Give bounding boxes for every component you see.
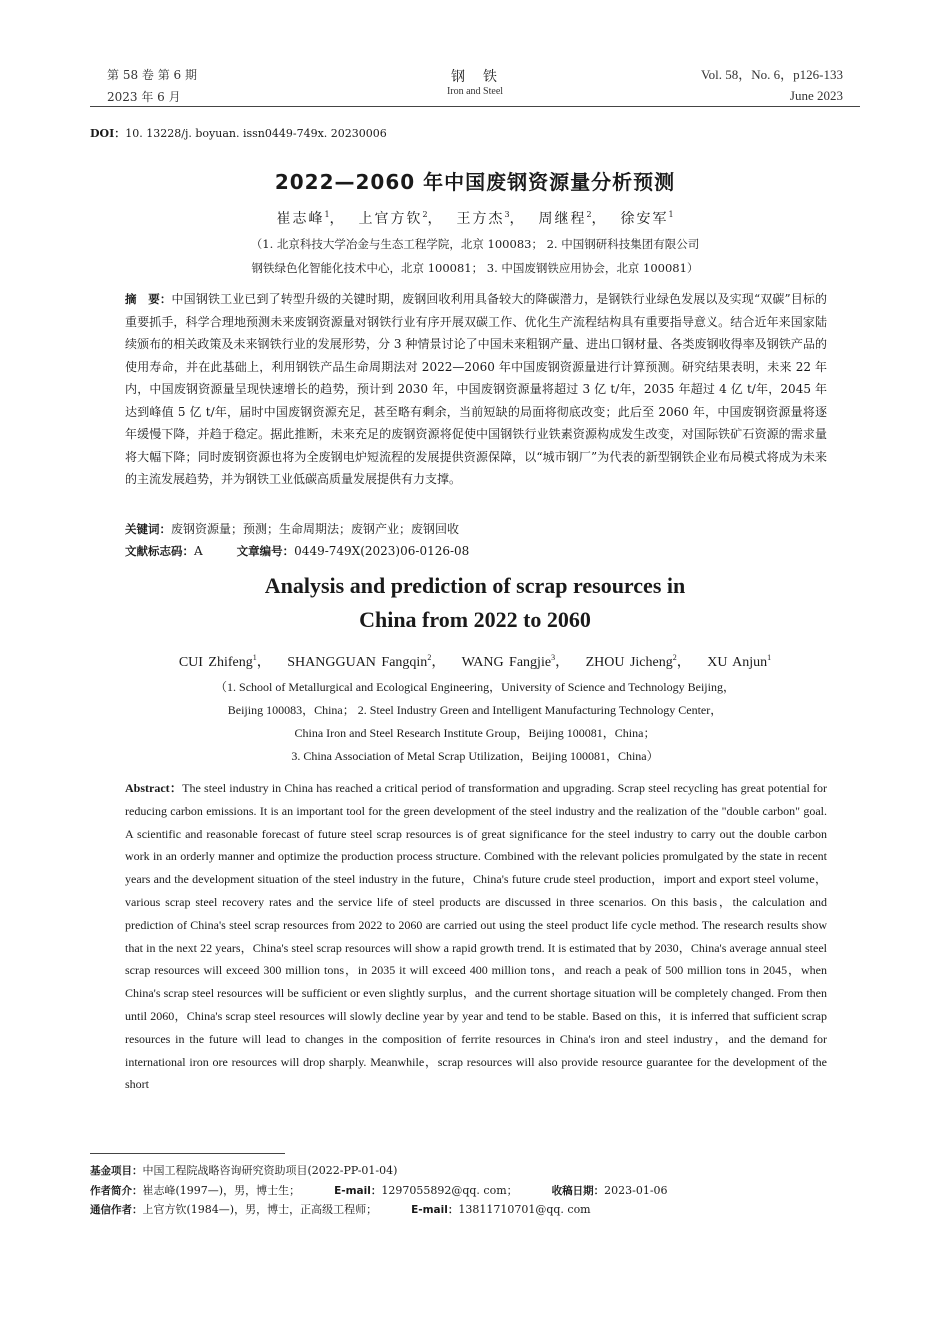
author-en: SHANGGUAN Fangqin (287, 655, 428, 670)
author-cn: 上官方钦 (358, 211, 423, 227)
author-cn: 王方杰 (456, 211, 505, 227)
fund-text: 中国工程院战略咨询研究资助项目(2022-PP-01-04) (142, 1164, 398, 1177)
doc-code-label: 文献标志码： (125, 544, 194, 558)
author-cn: 徐安军 (620, 211, 669, 227)
abstract-cn (125, 288, 827, 491)
article-no-value: 0449-749X(2023)06-0126-08 (294, 544, 470, 558)
title-cn: 2022—2060 年中国废钢资源量分析预测 (274, 170, 676, 194)
footnote-corr (90, 1201, 591, 1217)
journal-name-en: Iron and Steel (446, 86, 504, 97)
author-en: ZHOU Jicheng (585, 655, 673, 670)
received-label: 收稿日期： (551, 1185, 605, 1197)
header-rule (90, 106, 860, 107)
affiliation-cn-1: （1. 北京科技大学冶金与生态工程学院，北京 100083； 2. 中国钢研科技集团有限公司 (250, 237, 700, 251)
footnote-fund (90, 1162, 397, 1178)
journal-issue: 第 58 卷 第 6 期 (107, 68, 197, 82)
affiliation-en-2: Beijing 100083，China； 2. Steel Industry Green and Intelligent Manufacturing Technology Center， (227, 703, 723, 717)
footnote-author (90, 1182, 668, 1198)
keywords-cn (125, 520, 459, 537)
affiliation-en-1: （1. School of Metallurgical and Ecological Engineering，University of Science and Technology Beijing， (215, 680, 735, 694)
authors-en: CUI Zhifeng$^1$， SHANGGUAN Fangqin$^2$， WANG Fangjie$^3$， ZHOU Jicheng$^2$， XU Anjun$^1$ (178, 653, 772, 670)
title-en-line1: Analysis and prediction of scrap resources in (264, 573, 686, 598)
author-en: WANG Fangjie (461, 655, 552, 670)
abstract-cn-label: 摘 要： (125, 292, 172, 306)
abstract-en-text: The steel industry in China has reached a critical period of transformation and upgrading. Scrap steel recycling has great potential for reducing carbon emissions. It is an important tool for the green development of the steel industry and the realization of the "double carbon" goal. A scientific and reasonable forecast of future steel scrap resources is of great significance for the steel industry to carry out the double carbon work in an orderly manner and optimize the production process structure. Combined with the relevant policies promulgated by the state in recent years and the development situation of the steel industry in the future，China's future crude steel production，import and export steel volume，various scrap steel recovery rates and the service life of steel products are discussed in three scenarios. On this basis，the calculation and prediction of China's steel scrap resources from 2022 to 2060 are carried out using the steel product life cycle method. The research results show that in the next 22 years，China's steel scrap resources will show a rapid growth trend. It is estimated that by 2030，China's average annual steel scrap resources will exceed 300 million tons，in 2035 it will exceed 400 million tons，and reach a peak of 500 million tons in 2045，when China's scrap steel resources will be sufficient or even slightly surplus，and the current shortage situation will be completely changed. From then until 2060，China's scrap steel resources will slowly decline year by year and tend to be stable. Based on this，it is inferred that sufficient scrap resources in the future will lead to changes in the composition of ferrite resources in China's iron and steel industry，and the demand for international iron ore resources will drop sharply. Meanwhile，scrap resources will also provide resource guarantee for the development of the short (125, 781, 828, 1092)
article-no-label: 文章编号： (236, 544, 295, 558)
abstract-en (125, 777, 827, 1096)
doi-value[interactable]: 10. 13228/j. boyuan. issn0449-749x. 20230006 (125, 127, 387, 140)
affiliation-cn-2: 钢铁绿色化智能化技术中心，北京 100081； 3. 中国废钢铁应用协会，北京 100081） (251, 261, 699, 275)
author-sup: 3 (504, 210, 510, 219)
affiliation-en-3: China Iron and Steel Research Institute Group，Beijing 100081，China； (294, 726, 656, 740)
author-en: XU Anjun (707, 655, 768, 670)
fund-label: 基金项目： (90, 1165, 143, 1177)
title-en-line2: China from 2022 to 2060 (359, 607, 591, 632)
author-sup: 1 (324, 210, 330, 219)
abstract-cn-text: 中国钢铁工业已到了转型升级的关键时期，废钢回收利用具备较大的降碳潜力，是钢铁行业绿色发展以及实现“双碳”目标的重要抓手，科学合理地预测未来废钢资源量对钢铁行业有序开展双碳工作、优化生产流程结构具有重要指导意义。结合近年来国家陆续颁布的相关政策及未来钢铁行业的发展形势，分 3 种情景讨论了中国未来粗钢产量、进出口钢材量、各类废钢收得率及钢铁产品的使用寿命，并在此基础上，利用钢铁产品生命周期法对 2022—2060 年中国废钢资源量进行计算预测。研究结果表明，未来 22 年内，中国废钢资源量呈现快速增长的趋势，预计到 2030 年，中国废钢资源量将超过 3 亿 t/年，2035 年超过 4 亿 t/年，2045 年达到峰值 5 亿 t/年，届时中国废钢资源充足，甚至略有剩余，当前短缺的局面将彻底改变；此后至 2060 年，中国废钢资源量将逐年缓慢下降，并趋于稳定。据此推断，未来充足的废钢资源将促使中国钢铁行业铁素资源构成发生改变，对国际铁矿石资源的需求量将大幅下降；同时废钢资源也将为全废钢电炉短流程的发展提供资源保障，以“城市钢厂”为代表的新型钢铁企业布局模式将成为未来的主流发展趋势，并为钢铁工业低碳高质量发展提供有力支撑。 (125, 292, 828, 486)
author-sup: 2 (422, 210, 428, 219)
author-sup: 1 (767, 653, 772, 662)
author-sup: 2 (427, 653, 432, 662)
author-cn: 崔志峰 (276, 211, 325, 227)
footnote-rule (90, 1153, 285, 1154)
author-cn: 周继程 (538, 211, 587, 227)
author-sup: 1 (668, 210, 674, 219)
author-en: CUI Zhifeng (178, 655, 253, 670)
received-date: 2023-01-06 (604, 1184, 668, 1197)
affiliation-en-4: 3. China Association of Metal Scrap Utilization，Beijing 100081，China） (291, 749, 659, 763)
issue-month: June 2023 (789, 88, 843, 103)
journal-date: 2023 年 6 月 (107, 90, 181, 104)
author-bio: 崔志峰(1997—)，男，博士生； (142, 1184, 301, 1197)
doi-line (90, 125, 387, 141)
doc-code-line (125, 543, 469, 559)
author-sup: 1 (252, 653, 257, 662)
volume-pages: Vol. 58，No. 6，p126-133 (700, 67, 843, 82)
doc-code-value: A (194, 544, 203, 558)
corr-email[interactable]: 13811710701@qq. com (458, 1203, 591, 1216)
authors-cn: 崔志峰$^1$， 上官方钦$^2$， 王方杰$^3$， 周继程$^2$， 徐安军$^1$ (276, 210, 674, 227)
author-sup: 2 (586, 210, 592, 219)
corr-bio: 上官方钦(1984—)，男，博士，正高级工程师； (142, 1203, 378, 1216)
doi-label: DOI： (90, 127, 126, 140)
author-sup: 2 (672, 653, 677, 662)
author-email[interactable]: 1297055892@qq. com； (381, 1184, 518, 1197)
author-sup: 3 (551, 653, 556, 662)
email-label: E-mail： (334, 1185, 382, 1197)
journal-name-cn: 钢 铁 (451, 69, 499, 85)
corr-label: 通信作者： (90, 1204, 143, 1216)
keywords-label: 关键词： (125, 522, 171, 536)
keywords-text: 废钢资源量；预测；生命周期法；废钢产业；废钢回收 (171, 522, 460, 536)
corr-email-label: E-mail： (411, 1204, 459, 1216)
abstract-en-label: Abstract： (125, 781, 183, 795)
author-bio-label: 作者简介： (90, 1185, 143, 1197)
